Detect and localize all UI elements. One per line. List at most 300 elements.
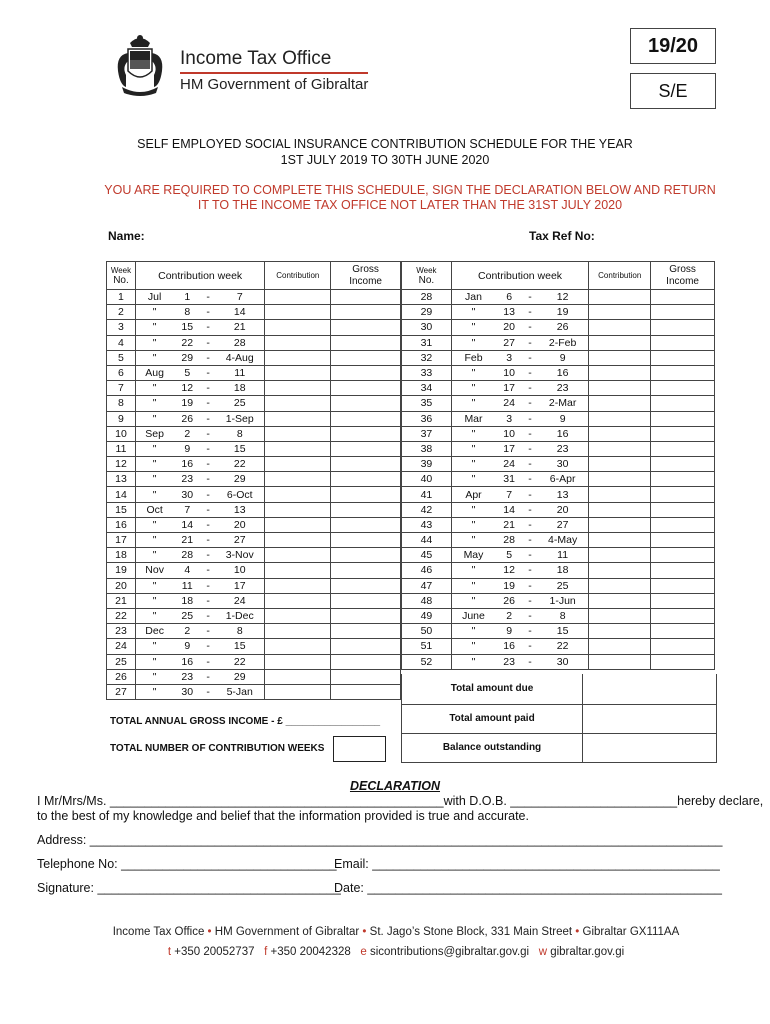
dash-cell: - bbox=[523, 517, 537, 532]
start-day-cell: 7 bbox=[173, 502, 201, 517]
tax-ref-label: Tax Ref No: bbox=[529, 229, 595, 243]
contribution-input-cell[interactable] bbox=[589, 502, 651, 517]
week-number-cell: 9 bbox=[107, 411, 136, 426]
footer-email-link[interactable]: sicontributions@gibraltar.gov.gi bbox=[369, 946, 530, 958]
gross-income-input-cell[interactable] bbox=[331, 517, 401, 532]
contribution-input-cell[interactable] bbox=[265, 472, 331, 487]
contribution-input-cell[interactable] bbox=[265, 548, 331, 563]
contribution-input-cell[interactable] bbox=[265, 517, 331, 532]
end-day-cell: 4-Aug bbox=[215, 350, 265, 365]
start-day-cell: 2 bbox=[173, 624, 201, 639]
contribution-input-cell[interactable] bbox=[589, 517, 651, 532]
gross-income-input-cell[interactable] bbox=[651, 381, 715, 396]
gross-income-input-cell[interactable] bbox=[331, 441, 401, 456]
dash-cell: - bbox=[523, 381, 537, 396]
contribution-input-cell[interactable] bbox=[589, 608, 651, 623]
contribution-input-cell[interactable] bbox=[265, 487, 331, 502]
start-day-cell: 9 bbox=[173, 441, 201, 456]
contribution-input-cell[interactable] bbox=[589, 441, 651, 456]
month-cell: " bbox=[135, 654, 173, 669]
week-number-cell: 39 bbox=[402, 457, 452, 472]
month-cell: " bbox=[451, 533, 495, 548]
start-day-cell: 4 bbox=[173, 563, 201, 578]
declaration-heading: DECLARATION bbox=[349, 779, 441, 793]
week-number-cell: 5 bbox=[107, 350, 136, 365]
gross-income-input-cell[interactable] bbox=[331, 624, 401, 639]
week-number-cell: 25 bbox=[107, 654, 136, 669]
contribution-header: Contribution bbox=[265, 262, 331, 290]
gross-income-input-cell[interactable] bbox=[651, 487, 715, 502]
gross-income-input-cell[interactable] bbox=[651, 396, 715, 411]
month-cell: " bbox=[135, 350, 173, 365]
gross-income-input-cell[interactable] bbox=[331, 472, 401, 487]
gross-income-input-cell[interactable] bbox=[331, 381, 401, 396]
table-row bbox=[107, 350, 401, 365]
end-day-cell: 28 bbox=[215, 335, 265, 350]
contribution-input-cell[interactable] bbox=[589, 350, 651, 365]
start-day-cell: 30 bbox=[173, 684, 201, 699]
start-day-cell: 1 bbox=[173, 290, 201, 305]
week-number-cell: 3 bbox=[107, 320, 136, 335]
week-number-cell: 47 bbox=[402, 578, 452, 593]
gross-income-input-cell[interactable] bbox=[651, 593, 715, 608]
gross-income-input-cell[interactable] bbox=[331, 426, 401, 441]
week-number-cell: 44 bbox=[402, 533, 452, 548]
end-day-cell: 6-Oct bbox=[215, 487, 265, 502]
footer-government: HM Government of Gibraltar bbox=[214, 926, 360, 938]
start-day-cell: 17 bbox=[495, 381, 523, 396]
table-row bbox=[402, 381, 715, 396]
contribution-input-cell[interactable] bbox=[265, 381, 331, 396]
gross-income-input-cell[interactable] bbox=[331, 320, 401, 335]
start-day-cell: 6 bbox=[495, 290, 523, 305]
contribution-input-cell[interactable] bbox=[589, 290, 651, 305]
telephone-field[interactable]: Telephone No: _______________________________ bbox=[37, 857, 337, 871]
table-row bbox=[107, 381, 401, 396]
gross-income-input-cell[interactable] bbox=[651, 411, 715, 426]
start-day-cell: 25 bbox=[173, 608, 201, 623]
table-row bbox=[402, 365, 715, 380]
contribution-input-cell[interactable] bbox=[589, 548, 651, 563]
gross-income-input-cell[interactable] bbox=[651, 608, 715, 623]
gross-income-input-cell[interactable] bbox=[331, 290, 401, 305]
gross-income-input-cell[interactable] bbox=[331, 684, 401, 699]
start-day-cell: 13 bbox=[495, 305, 523, 320]
gross-income-input-cell[interactable] bbox=[651, 548, 715, 563]
gross-income-input-cell[interactable] bbox=[331, 502, 401, 517]
gross-income-input-cell[interactable] bbox=[331, 578, 401, 593]
week-number-cell: 14 bbox=[107, 487, 136, 502]
month-cell: " bbox=[451, 624, 495, 639]
dash-cell: - bbox=[201, 563, 215, 578]
start-day-cell: 16 bbox=[495, 639, 523, 654]
office-title: Income Tax Office bbox=[180, 48, 332, 69]
start-day-cell: 29 bbox=[173, 350, 201, 365]
fax-number: +350 20042328 bbox=[270, 946, 351, 958]
start-day-cell: 8 bbox=[173, 305, 201, 320]
week-no-header: Week No. bbox=[107, 262, 136, 290]
table-row bbox=[402, 472, 715, 487]
gross-income-input-cell[interactable] bbox=[651, 305, 715, 320]
dash-cell: - bbox=[201, 290, 215, 305]
table-row bbox=[107, 578, 401, 593]
month-cell: " bbox=[451, 654, 495, 669]
gibraltar-crest-icon bbox=[112, 31, 168, 99]
month-cell: " bbox=[135, 320, 173, 335]
table-row bbox=[402, 350, 715, 365]
end-day-cell: 11 bbox=[537, 548, 589, 563]
month-cell: Nov bbox=[135, 563, 173, 578]
contribution-input-cell[interactable] bbox=[589, 533, 651, 548]
dash-cell: - bbox=[201, 365, 215, 380]
contribution-input-cell[interactable] bbox=[589, 578, 651, 593]
dash-cell: - bbox=[523, 290, 537, 305]
month-cell: May bbox=[451, 548, 495, 563]
gross-income-input-cell[interactable] bbox=[331, 335, 401, 350]
gross-income-input-cell[interactable] bbox=[651, 350, 715, 365]
gross-income-input-cell[interactable] bbox=[651, 441, 715, 456]
month-cell: " bbox=[135, 305, 173, 320]
contribution-input-cell[interactable] bbox=[265, 669, 331, 684]
contribution-input-cell[interactable] bbox=[265, 639, 331, 654]
month-cell: Sep bbox=[135, 426, 173, 441]
week-number-cell: 15 bbox=[107, 502, 136, 517]
gross-income-input-cell[interactable] bbox=[651, 320, 715, 335]
end-day-cell: 22 bbox=[215, 654, 265, 669]
end-day-cell: 2-Mar bbox=[537, 396, 589, 411]
notice-line2: IT TO THE INCOME TAX OFFICE NOT LATER THAN THE 31ST JULY 2020 bbox=[197, 198, 623, 212]
table-row bbox=[107, 684, 401, 699]
start-day-cell: 12 bbox=[173, 381, 201, 396]
footer-web-link[interactable]: gibraltar.gov.gi bbox=[550, 946, 625, 958]
month-cell: " bbox=[135, 533, 173, 548]
table-row bbox=[107, 502, 401, 517]
end-day-cell: 18 bbox=[215, 381, 265, 396]
contribution-input-cell[interactable] bbox=[265, 441, 331, 456]
gross-income-input-cell[interactable] bbox=[651, 639, 715, 654]
gross-income-header: Gross Income bbox=[651, 262, 715, 290]
gross-income-input-cell[interactable] bbox=[331, 563, 401, 578]
dash-cell: - bbox=[523, 487, 537, 502]
end-day-cell: 6-Apr bbox=[537, 472, 589, 487]
contribution-input-cell[interactable] bbox=[265, 608, 331, 623]
contribution-input-cell[interactable] bbox=[265, 320, 331, 335]
signature-field[interactable]: Signature: ___________________________________ bbox=[37, 881, 341, 895]
table-row bbox=[402, 441, 715, 456]
start-day-cell: 10 bbox=[495, 426, 523, 441]
table-row bbox=[107, 290, 401, 305]
end-day-cell: 1-Sep bbox=[215, 411, 265, 426]
end-day-cell: 18 bbox=[537, 563, 589, 578]
contribution-input-cell[interactable] bbox=[265, 305, 331, 320]
table-row bbox=[107, 320, 401, 335]
dash-cell: - bbox=[523, 578, 537, 593]
month-cell: " bbox=[451, 457, 495, 472]
schedule-table-left bbox=[106, 261, 401, 700]
month-cell: " bbox=[451, 578, 495, 593]
table-row bbox=[107, 669, 401, 684]
email-field[interactable]: Email: __________________________________________________ bbox=[334, 857, 720, 871]
month-cell: Feb bbox=[451, 350, 495, 365]
contribution-input-cell[interactable] bbox=[589, 472, 651, 487]
dash-cell: - bbox=[201, 487, 215, 502]
table-row bbox=[107, 411, 401, 426]
end-day-cell: 7 bbox=[215, 290, 265, 305]
total-amount-due-label: Total amount due bbox=[402, 674, 583, 705]
month-cell: " bbox=[135, 578, 173, 593]
week-number-cell: 6 bbox=[107, 365, 136, 380]
gross-income-input-cell[interactable] bbox=[331, 593, 401, 608]
start-day-cell: 23 bbox=[173, 669, 201, 684]
end-day-cell: 19 bbox=[537, 305, 589, 320]
table-header-row bbox=[107, 262, 401, 290]
contribution-input-cell[interactable] bbox=[265, 350, 331, 365]
start-day-cell: 19 bbox=[173, 396, 201, 411]
end-day-cell: 2-Feb bbox=[537, 335, 589, 350]
week-number-cell: 7 bbox=[107, 381, 136, 396]
month-cell: " bbox=[451, 472, 495, 487]
start-day-cell: 28 bbox=[495, 533, 523, 548]
start-day-cell: 7 bbox=[495, 487, 523, 502]
contribution-input-cell[interactable] bbox=[265, 411, 331, 426]
month-cell: Jan bbox=[451, 290, 495, 305]
contribution-input-cell[interactable] bbox=[589, 396, 651, 411]
week-number-cell: 32 bbox=[402, 350, 452, 365]
declaration-line2: to the best of my knowledge and belief that the information provided is true and accurate. bbox=[37, 809, 529, 823]
contribution-input-cell[interactable] bbox=[589, 593, 651, 608]
dash-cell: - bbox=[523, 350, 537, 365]
month-cell: " bbox=[135, 441, 173, 456]
end-day-cell: 27 bbox=[537, 517, 589, 532]
year-code-box: 19/20 bbox=[630, 28, 716, 64]
month-cell: Oct bbox=[135, 502, 173, 517]
week-number-cell: 35 bbox=[402, 396, 452, 411]
month-cell: " bbox=[135, 411, 173, 426]
contribution-input-cell[interactable] bbox=[589, 624, 651, 639]
start-day-cell: 14 bbox=[173, 517, 201, 532]
address-field[interactable]: Address: ___________________________________________________________________________________________ bbox=[37, 833, 723, 847]
contribution-input-cell[interactable] bbox=[265, 365, 331, 380]
contribution-input-cell[interactable] bbox=[265, 533, 331, 548]
start-day-cell: 3 bbox=[495, 350, 523, 365]
gross-income-input-cell[interactable] bbox=[331, 654, 401, 669]
end-day-cell: 1-Jun bbox=[537, 593, 589, 608]
dash-cell: - bbox=[201, 548, 215, 563]
contribution-input-cell[interactable] bbox=[589, 563, 651, 578]
month-cell: " bbox=[135, 548, 173, 563]
end-day-cell: 4-May bbox=[537, 533, 589, 548]
week-number-cell: 30 bbox=[402, 320, 452, 335]
table-row bbox=[107, 593, 401, 608]
gross-income-input-cell[interactable] bbox=[651, 624, 715, 639]
dash-cell: - bbox=[523, 502, 537, 517]
contribution-input-cell[interactable] bbox=[265, 457, 331, 472]
contribution-input-cell[interactable] bbox=[589, 487, 651, 502]
contribution-input-cell[interactable] bbox=[265, 654, 331, 669]
gross-income-input-cell[interactable] bbox=[331, 396, 401, 411]
gross-income-input-cell[interactable] bbox=[651, 654, 715, 669]
end-day-cell: 15 bbox=[215, 639, 265, 654]
contribution-input-cell[interactable] bbox=[265, 290, 331, 305]
footer-street: St. Jago’s Stone Block, 331 Main Street bbox=[369, 926, 573, 938]
table-row bbox=[402, 624, 715, 639]
contribution-input-cell[interactable] bbox=[589, 305, 651, 320]
start-day-cell: 21 bbox=[173, 533, 201, 548]
divider bbox=[583, 704, 716, 705]
week-no-header: Week No. bbox=[402, 262, 452, 290]
month-cell: " bbox=[451, 639, 495, 654]
end-day-cell: 21 bbox=[215, 320, 265, 335]
contribution-input-cell[interactable] bbox=[265, 563, 331, 578]
month-cell: " bbox=[135, 335, 173, 350]
month-cell: " bbox=[451, 365, 495, 380]
gross-income-input-cell[interactable] bbox=[651, 533, 715, 548]
week-number-cell: 4 bbox=[107, 335, 136, 350]
dash-cell: - bbox=[523, 533, 537, 548]
dash-cell: - bbox=[523, 457, 537, 472]
bullet-icon: • bbox=[362, 926, 367, 938]
gross-income-input-cell[interactable] bbox=[331, 487, 401, 502]
gross-income-input-cell[interactable] bbox=[651, 517, 715, 532]
end-day-cell: 22 bbox=[537, 639, 589, 654]
contribution-weeks-input[interactable] bbox=[333, 736, 386, 762]
end-day-cell: 3-Nov bbox=[215, 548, 265, 563]
dash-cell: - bbox=[201, 305, 215, 320]
week-number-cell: 2 bbox=[107, 305, 136, 320]
gross-income-input-cell[interactable] bbox=[651, 578, 715, 593]
bullet-icon: • bbox=[207, 926, 212, 938]
contribution-input-cell[interactable] bbox=[265, 684, 331, 699]
month-cell: Mar bbox=[451, 411, 495, 426]
dash-cell: - bbox=[523, 548, 537, 563]
gross-income-input-cell[interactable] bbox=[331, 411, 401, 426]
dash-cell: - bbox=[201, 350, 215, 365]
start-day-cell: 22 bbox=[173, 335, 201, 350]
dash-cell: - bbox=[523, 608, 537, 623]
gross-income-input-cell[interactable] bbox=[651, 365, 715, 380]
gross-income-input-cell[interactable] bbox=[651, 502, 715, 517]
start-day-cell: 2 bbox=[173, 426, 201, 441]
table-row bbox=[107, 365, 401, 380]
gross-income-input-cell[interactable] bbox=[331, 608, 401, 623]
contribution-input-cell[interactable] bbox=[265, 426, 331, 441]
table-row bbox=[402, 654, 715, 669]
gross-income-input-cell[interactable] bbox=[651, 426, 715, 441]
week-number-cell: 27 bbox=[107, 684, 136, 699]
gross-income-input-cell[interactable] bbox=[331, 350, 401, 365]
month-cell: " bbox=[135, 457, 173, 472]
week-number-cell: 21 bbox=[107, 593, 136, 608]
contribution-input-cell[interactable] bbox=[265, 624, 331, 639]
contribution-input-cell[interactable] bbox=[265, 593, 331, 608]
contribution-input-cell[interactable] bbox=[589, 411, 651, 426]
gross-income-input-cell[interactable] bbox=[651, 290, 715, 305]
gross-income-input-cell[interactable] bbox=[331, 669, 401, 684]
declaration-line1: I Mr/Mrs/Ms. ________________________________________________with D.O.B. ________________________hereby declare, bbox=[37, 794, 764, 808]
schedule-title-line1: SELF EMPLOYED SOCIAL INSURANCE CONTRIBUTION SCHEDULE FOR THE YEAR bbox=[137, 137, 633, 151]
totals-box bbox=[401, 674, 717, 763]
contribution-input-cell[interactable] bbox=[265, 578, 331, 593]
table-row bbox=[402, 305, 715, 320]
contribution-input-cell[interactable] bbox=[589, 457, 651, 472]
name-label: Name: bbox=[108, 229, 145, 243]
dash-cell: - bbox=[201, 639, 215, 654]
contribution-input-cell[interactable] bbox=[589, 639, 651, 654]
dash-cell: - bbox=[201, 593, 215, 608]
start-day-cell: 16 bbox=[173, 457, 201, 472]
gross-income-input-cell[interactable] bbox=[331, 457, 401, 472]
contribution-input-cell[interactable] bbox=[589, 426, 651, 441]
end-day-cell: 8 bbox=[215, 624, 265, 639]
month-cell: Jul bbox=[135, 290, 173, 305]
end-day-cell: 15 bbox=[215, 441, 265, 456]
table-row bbox=[107, 517, 401, 532]
contribution-input-cell[interactable] bbox=[589, 320, 651, 335]
gross-income-input-cell[interactable] bbox=[651, 335, 715, 350]
table-row bbox=[402, 290, 715, 305]
contribution-input-cell[interactable] bbox=[589, 365, 651, 380]
month-cell: " bbox=[451, 426, 495, 441]
end-day-cell: 30 bbox=[537, 457, 589, 472]
date-field[interactable]: Date: ___________________________________________________ bbox=[334, 881, 722, 895]
end-day-cell: 26 bbox=[537, 320, 589, 335]
end-day-cell: 13 bbox=[215, 502, 265, 517]
gross-income-input-cell[interactable] bbox=[331, 365, 401, 380]
gross-income-input-cell[interactable] bbox=[331, 639, 401, 654]
gross-income-input-cell[interactable] bbox=[651, 472, 715, 487]
month-cell: " bbox=[451, 335, 495, 350]
dash-cell: - bbox=[523, 654, 537, 669]
gross-income-input-cell[interactable] bbox=[331, 548, 401, 563]
start-day-cell: 16 bbox=[173, 654, 201, 669]
contribution-input-cell[interactable] bbox=[589, 335, 651, 350]
month-cell: " bbox=[135, 487, 173, 502]
fax-label: f bbox=[264, 946, 268, 958]
week-number-cell: 51 bbox=[402, 639, 452, 654]
week-number-cell: 49 bbox=[402, 608, 452, 623]
contribution-header: Contribution bbox=[589, 262, 651, 290]
week-number-cell: 42 bbox=[402, 502, 452, 517]
end-day-cell: 8 bbox=[215, 426, 265, 441]
start-day-cell: 5 bbox=[495, 548, 523, 563]
start-day-cell: 17 bbox=[495, 441, 523, 456]
end-day-cell: 25 bbox=[215, 396, 265, 411]
table-row bbox=[402, 335, 715, 350]
phone-label: t bbox=[167, 946, 172, 958]
contribution-input-cell[interactable] bbox=[265, 335, 331, 350]
week-number-cell: 18 bbox=[107, 548, 136, 563]
bullet-icon: • bbox=[575, 926, 580, 938]
contribution-input-cell[interactable] bbox=[265, 502, 331, 517]
table-row bbox=[402, 426, 715, 441]
week-number-cell: 29 bbox=[402, 305, 452, 320]
gross-income-input-cell[interactable] bbox=[651, 563, 715, 578]
gross-income-input-cell[interactable] bbox=[331, 533, 401, 548]
dash-cell: - bbox=[523, 624, 537, 639]
week-number-cell: 12 bbox=[107, 457, 136, 472]
contribution-input-cell[interactable] bbox=[589, 381, 651, 396]
contribution-week-header: Contribution week bbox=[451, 262, 588, 290]
contribution-input-cell[interactable] bbox=[265, 396, 331, 411]
dash-cell: - bbox=[201, 517, 215, 532]
contribution-input-cell[interactable] bbox=[589, 654, 651, 669]
dash-cell: - bbox=[523, 365, 537, 380]
gross-income-input-cell[interactable] bbox=[331, 305, 401, 320]
end-day-cell: 25 bbox=[537, 578, 589, 593]
month-cell: " bbox=[135, 639, 173, 654]
gross-income-input-cell[interactable] bbox=[651, 457, 715, 472]
table-row bbox=[402, 548, 715, 563]
